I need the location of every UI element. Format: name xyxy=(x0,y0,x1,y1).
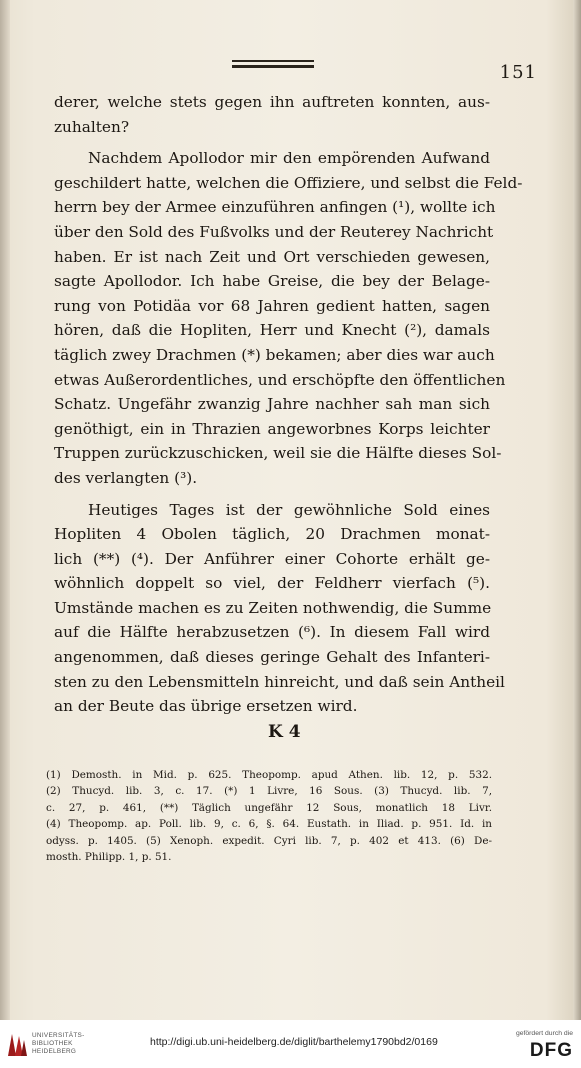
paragraph-1 xyxy=(54,90,490,139)
text-line: etwas Außerordentliches, und erschöpfte den öffentlichen xyxy=(54,370,506,389)
dfg-logo[interactable]: DFG xyxy=(529,1040,573,1061)
library-name: UNIVERSITÄTS- BIBLIOTHEK HEIDELBERG xyxy=(32,1032,85,1055)
text-line: haben. Er ist nach Zeit und Ort verschieden gewesen, xyxy=(54,247,490,266)
footnote-line: odyss. p. 1405. (5) Xenoph. expedit. Cyri lib. 7, p. 402 et 413. (6) De- xyxy=(46,834,492,847)
text-line: Truppen zurückzuschicken, weil sie die Hälfte dieses Sol- xyxy=(54,444,502,463)
text-line: wöhnlich doppelt so viel, der Feldherr vierfach (⁵). xyxy=(54,574,490,593)
footnote-line: (2) Thucyd. lib. 3, c. 17. (*) 1 Livre, 16 Sous. (3) Thucyd. lib. 7, xyxy=(46,785,492,798)
text-line: Umstände machen es zu Zeiten nothwendig, die Summe xyxy=(54,598,492,617)
text-line: Schatz. Ungefähr zwanzig Jahre nachher sah man sich xyxy=(54,395,490,414)
header-rule-bottom xyxy=(232,65,314,68)
text-line: angenommen, daß dieses geringe Gehalt des Infanteri- xyxy=(54,648,490,667)
page-edge-right xyxy=(573,0,581,1020)
footnote-line: c. 27, p. 461, (**) Täglich ungefähr 12 Sous, monatlich 18 Livr. xyxy=(46,801,492,814)
footnotes xyxy=(46,767,492,865)
text-line: zuhalten? xyxy=(54,117,130,136)
text-line: Hopliten 4 Obolen täglich, 20 Drachmen monat- xyxy=(54,525,490,544)
footnote-line: (1) Demosth. in Mid. p. 625. Theopomp. apud Athen. lib. 12, p. 532. xyxy=(46,769,492,781)
paragraph-3 xyxy=(54,498,505,719)
body-text xyxy=(54,90,523,719)
library-seal-icon xyxy=(6,1030,28,1058)
text-line: Nachdem Apollodor mir den empörenden Aufwand xyxy=(88,149,490,168)
page-edge-left xyxy=(0,0,10,1020)
text-line: sten zu den Lebensmitteln hinreicht, und daß sein Antheil xyxy=(54,672,505,691)
permalink-url[interactable]: http://digi.ub.uni-heidelberg.de/diglit/barthelemy1790bd2/0169 xyxy=(150,1036,438,1048)
text-line: rung von Potidäa vor 68 Jahren gedient hatten, sagen xyxy=(54,296,490,315)
text-line: derer, welche stets gegen ihn auftreten konnten, aus- xyxy=(54,93,490,111)
header-rule-top xyxy=(232,60,314,62)
text-line: hören, daß die Hopliten, Herr und Knecht (²), damals xyxy=(54,321,490,340)
text-line: geschildert hatte, welchen die Offiziere, und selbst die Feld- xyxy=(54,173,523,192)
text-line: Heutiges Tages ist der gewöhnliche Sold eines xyxy=(88,500,490,519)
library-logo[interactable] xyxy=(6,1030,92,1060)
text-line: herrn bey der Armee einzuführen anfingen (¹), wollte ich xyxy=(54,198,496,217)
text-line: sagte Apollodor. Ich habe Greise, die bey der Belage- xyxy=(54,272,490,291)
funded-by-label: gefördert durch die xyxy=(515,1030,573,1037)
text-line: genöthigt, ein in Thrazien angeworbnes Korps leichter xyxy=(54,419,490,438)
footnote-line: (4) Theopomp. ap. Poll. lib. 9, c. 6, §. 64. Eustath. in Iliad. p. 951. Id. in xyxy=(46,818,492,831)
text-line: auf die Hälfte herabzusetzen (⁶). In diesem Fall wird xyxy=(54,623,490,642)
signature-mark: K 4 xyxy=(268,722,301,742)
footnote-line: mosth. Philipp. 1, p. 51. xyxy=(46,851,172,864)
paragraph-2 xyxy=(54,146,523,490)
page-number: 151 xyxy=(499,62,537,83)
text-line: des verlangten (³). xyxy=(54,468,198,487)
text-line: täglich zwey Drachmen (*) bekamen; aber dies war auch xyxy=(54,345,495,364)
text-line: über den Sold des Fußvolks und der Reuterey Nachricht xyxy=(54,222,494,241)
text-line: an der Beute das übrige ersetzen wird. xyxy=(54,697,358,716)
text-line: lich (**) (⁴). Der Anführer einer Cohorte erhält ge- xyxy=(54,549,490,568)
